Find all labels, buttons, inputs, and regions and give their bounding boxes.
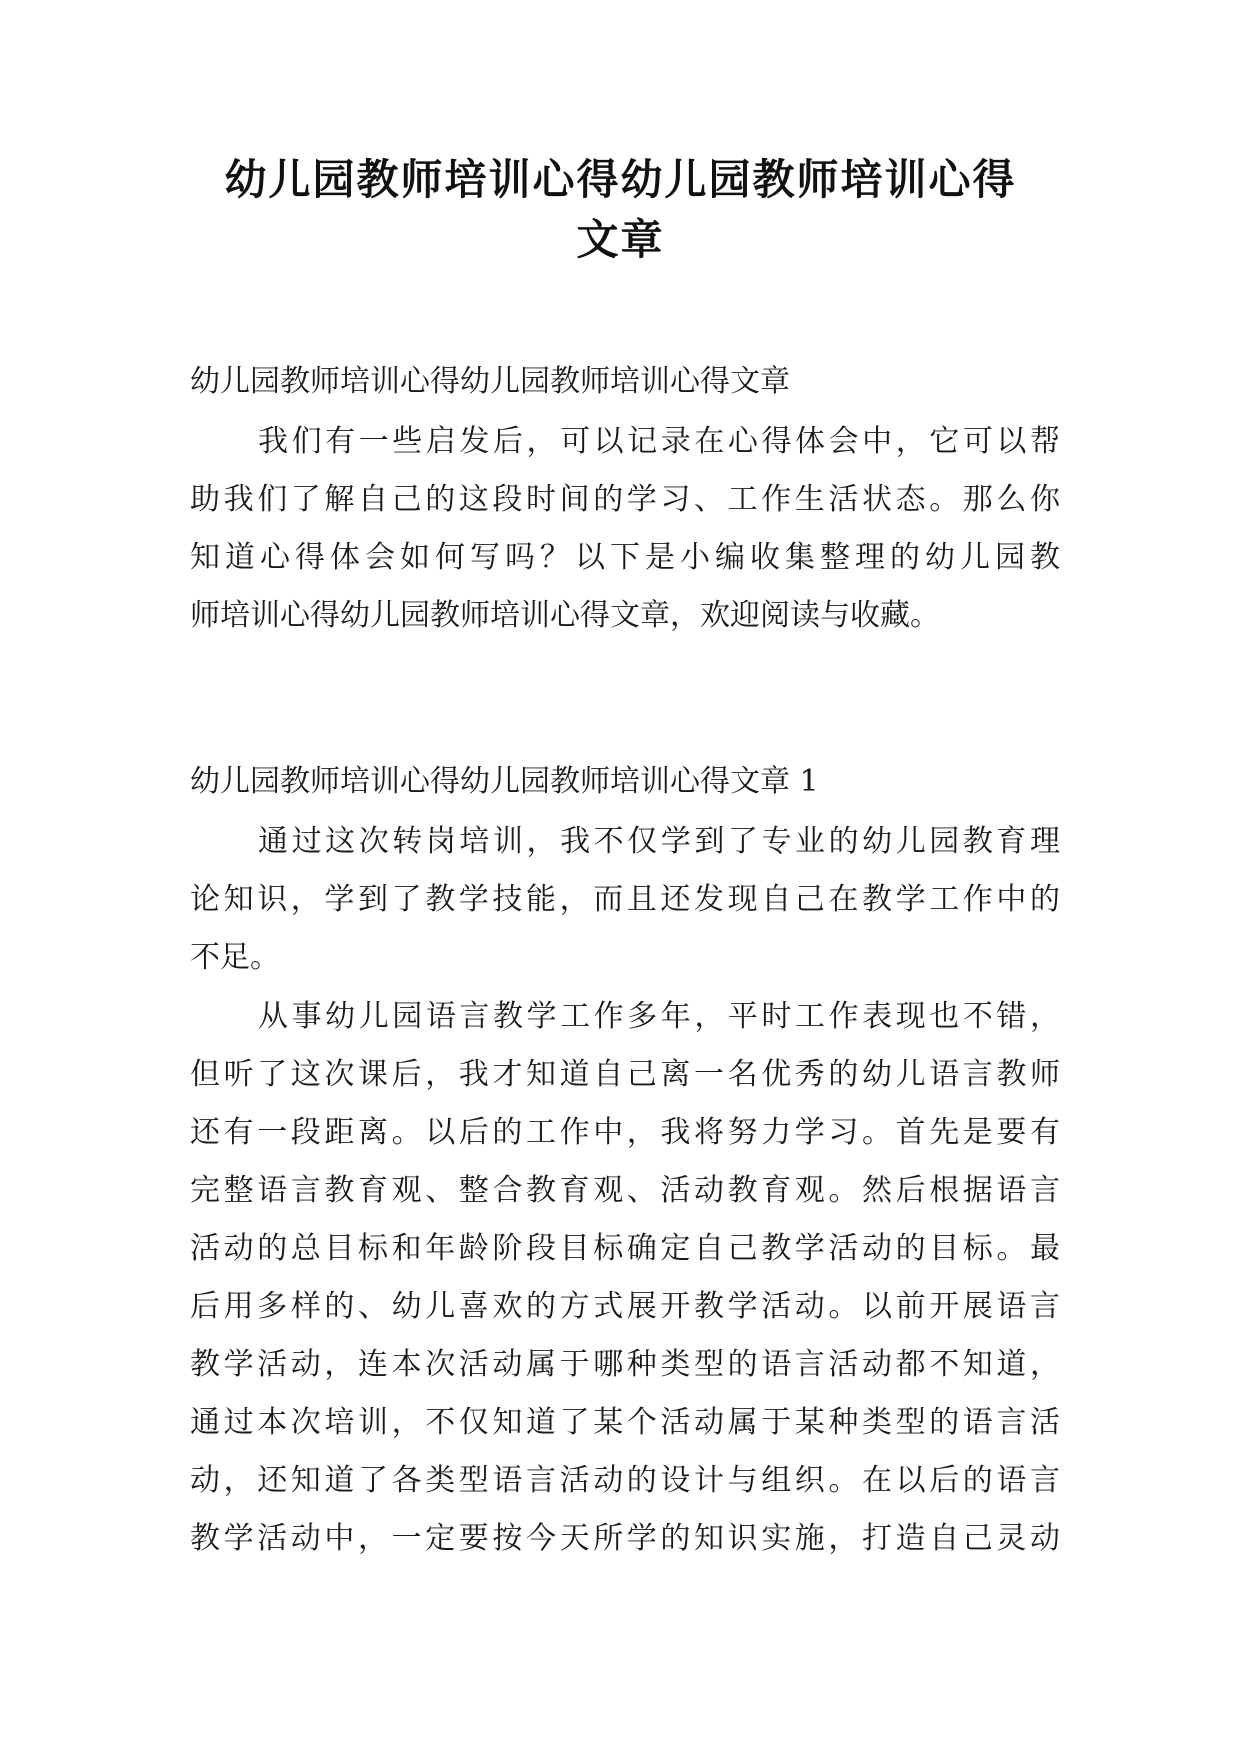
paragraph-line: 不足。 bbox=[190, 940, 280, 975]
paragraph-line: 师培训心得幼儿园教师培训心得文章，欢迎阅读与收藏。 bbox=[190, 598, 940, 633]
paragraph-line: 我们有一些启发后，可以记录在心得体会中，它可以帮 bbox=[258, 424, 1060, 459]
paragraph-line: 还有一段距离。以后的工作中，我将努力学习。首先是要有 bbox=[190, 1115, 1060, 1150]
paragraph-line: 教学活动，连本次活动属于哪种类型的语言活动都不知道， bbox=[190, 1347, 1060, 1382]
title-line-1: 幼儿园教师培训心得幼儿园教师培训心得 bbox=[224, 155, 1017, 204]
paragraph-line: 助我们了解自己的这段时间的学习、工作生活状态。那么你 bbox=[190, 482, 1060, 517]
paragraph-line: 知道心得体会如何写吗？以下是小编收集整理的幼儿园教 bbox=[190, 540, 1060, 575]
paragraph-line: 后用多样的、幼儿喜欢的方式展开教学活动。以前开展语言 bbox=[190, 1289, 1060, 1324]
paragraph-1 bbox=[190, 813, 1060, 987]
title-line-2: 文章 bbox=[576, 215, 665, 264]
paragraph-line: 通过本次培训，不仅知道了某个活动属于某种类型的语言活 bbox=[190, 1405, 1060, 1440]
section-heading: 幼儿园教师培训心得幼儿园教师培训心得文章 1 bbox=[190, 764, 819, 799]
paragraph-2 bbox=[190, 988, 1060, 1568]
paragraph-line: 活动的总目标和年龄阶段目标确定自己教学活动的目标。最 bbox=[190, 1231, 1060, 1266]
intro-paragraph bbox=[190, 413, 1060, 645]
paragraph-line: 论知识，学到了教学技能，而且还发现自己在教学工作中的 bbox=[190, 882, 1060, 917]
paragraph-line: 但听了这次课后，我才知道自己离一名优秀的幼儿语言教师 bbox=[190, 1057, 1060, 1092]
paragraph-line: 动，还知道了各类型语言活动的设计与组织。在以后的语言 bbox=[190, 1463, 1060, 1498]
paragraph-line: 完整语言教育观、整合教育观、活动教育观。然后根据语言 bbox=[190, 1173, 1060, 1208]
document-subtitle: 幼儿园教师培训心得幼儿园教师培训心得文章 bbox=[190, 364, 790, 399]
paragraph-line: 从事幼儿园语言教学工作多年，平时工作表现也不错， bbox=[258, 999, 1060, 1034]
document-title bbox=[150, 150, 1091, 270]
paragraph-line: 教学活动中，一定要按今天所学的知识实施，打造自己灵动 bbox=[190, 1521, 1060, 1556]
paragraph-line: 通过这次转岗培训，我不仅学到了专业的幼儿园教育理 bbox=[258, 824, 1060, 859]
